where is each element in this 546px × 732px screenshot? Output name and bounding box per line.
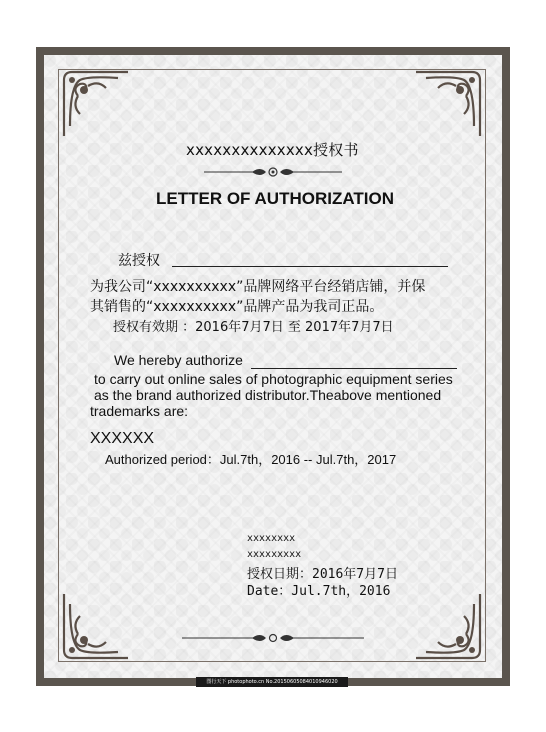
corner-ornament-bottom-right (408, 586, 486, 664)
trademark-value: XXXXXX (90, 430, 155, 447)
company-name-line1: xxxxxxxx (247, 533, 296, 544)
authorization-text-en-line2: as the brand authorized distributor.Theabove mentioned (94, 387, 442, 403)
title-divider-ornament (200, 163, 346, 181)
authorization-date-en: Date：Jul.7th，2016 (247, 584, 391, 599)
validity-period-cn: 授权有效期 ：2016年7月7日 至 2017年7月7日 (113, 320, 394, 335)
corner-ornament-top-left (58, 66, 136, 144)
authorize-blank-line (251, 368, 457, 369)
title-chinese: xxxxxxxxxxxxxx授权书 (186, 141, 359, 159)
authorization-date-cn: 授权日期：2016年7月7日 (247, 567, 398, 582)
watermark-strip: 图行天下 photophoto.cn No.20150605084010946020 (196, 677, 348, 687)
bottom-divider-ornament (178, 630, 368, 646)
authorization-text-en-line1: to carry out online sales of photographic equipment series (94, 371, 453, 387)
authorization-text-cn-line2: 其销售的“xxxxxxxxxx”品牌产品为我司正品。 (90, 299, 384, 315)
grantee-label: 兹授权 (118, 253, 160, 269)
title-english: LETTER OF AUTHORIZATION (156, 189, 394, 208)
authorize-label: We hereby authorize (114, 352, 243, 368)
authorization-text-en-line3: trademarks are: (90, 403, 189, 419)
grantee-blank-line (172, 266, 448, 267)
authorized-period-en: Authorized period：Jul.7th，2016 -- Jul.7th，2017 (105, 452, 397, 467)
corner-ornament-top-right (408, 66, 486, 144)
corner-ornament-bottom-left (58, 586, 136, 664)
company-name-line2: xxxxxxxxx (247, 549, 302, 560)
authorization-text-cn-line1: 为我公司“xxxxxxxxxx”品牌网络平台经销店铺，并保 (90, 279, 426, 295)
